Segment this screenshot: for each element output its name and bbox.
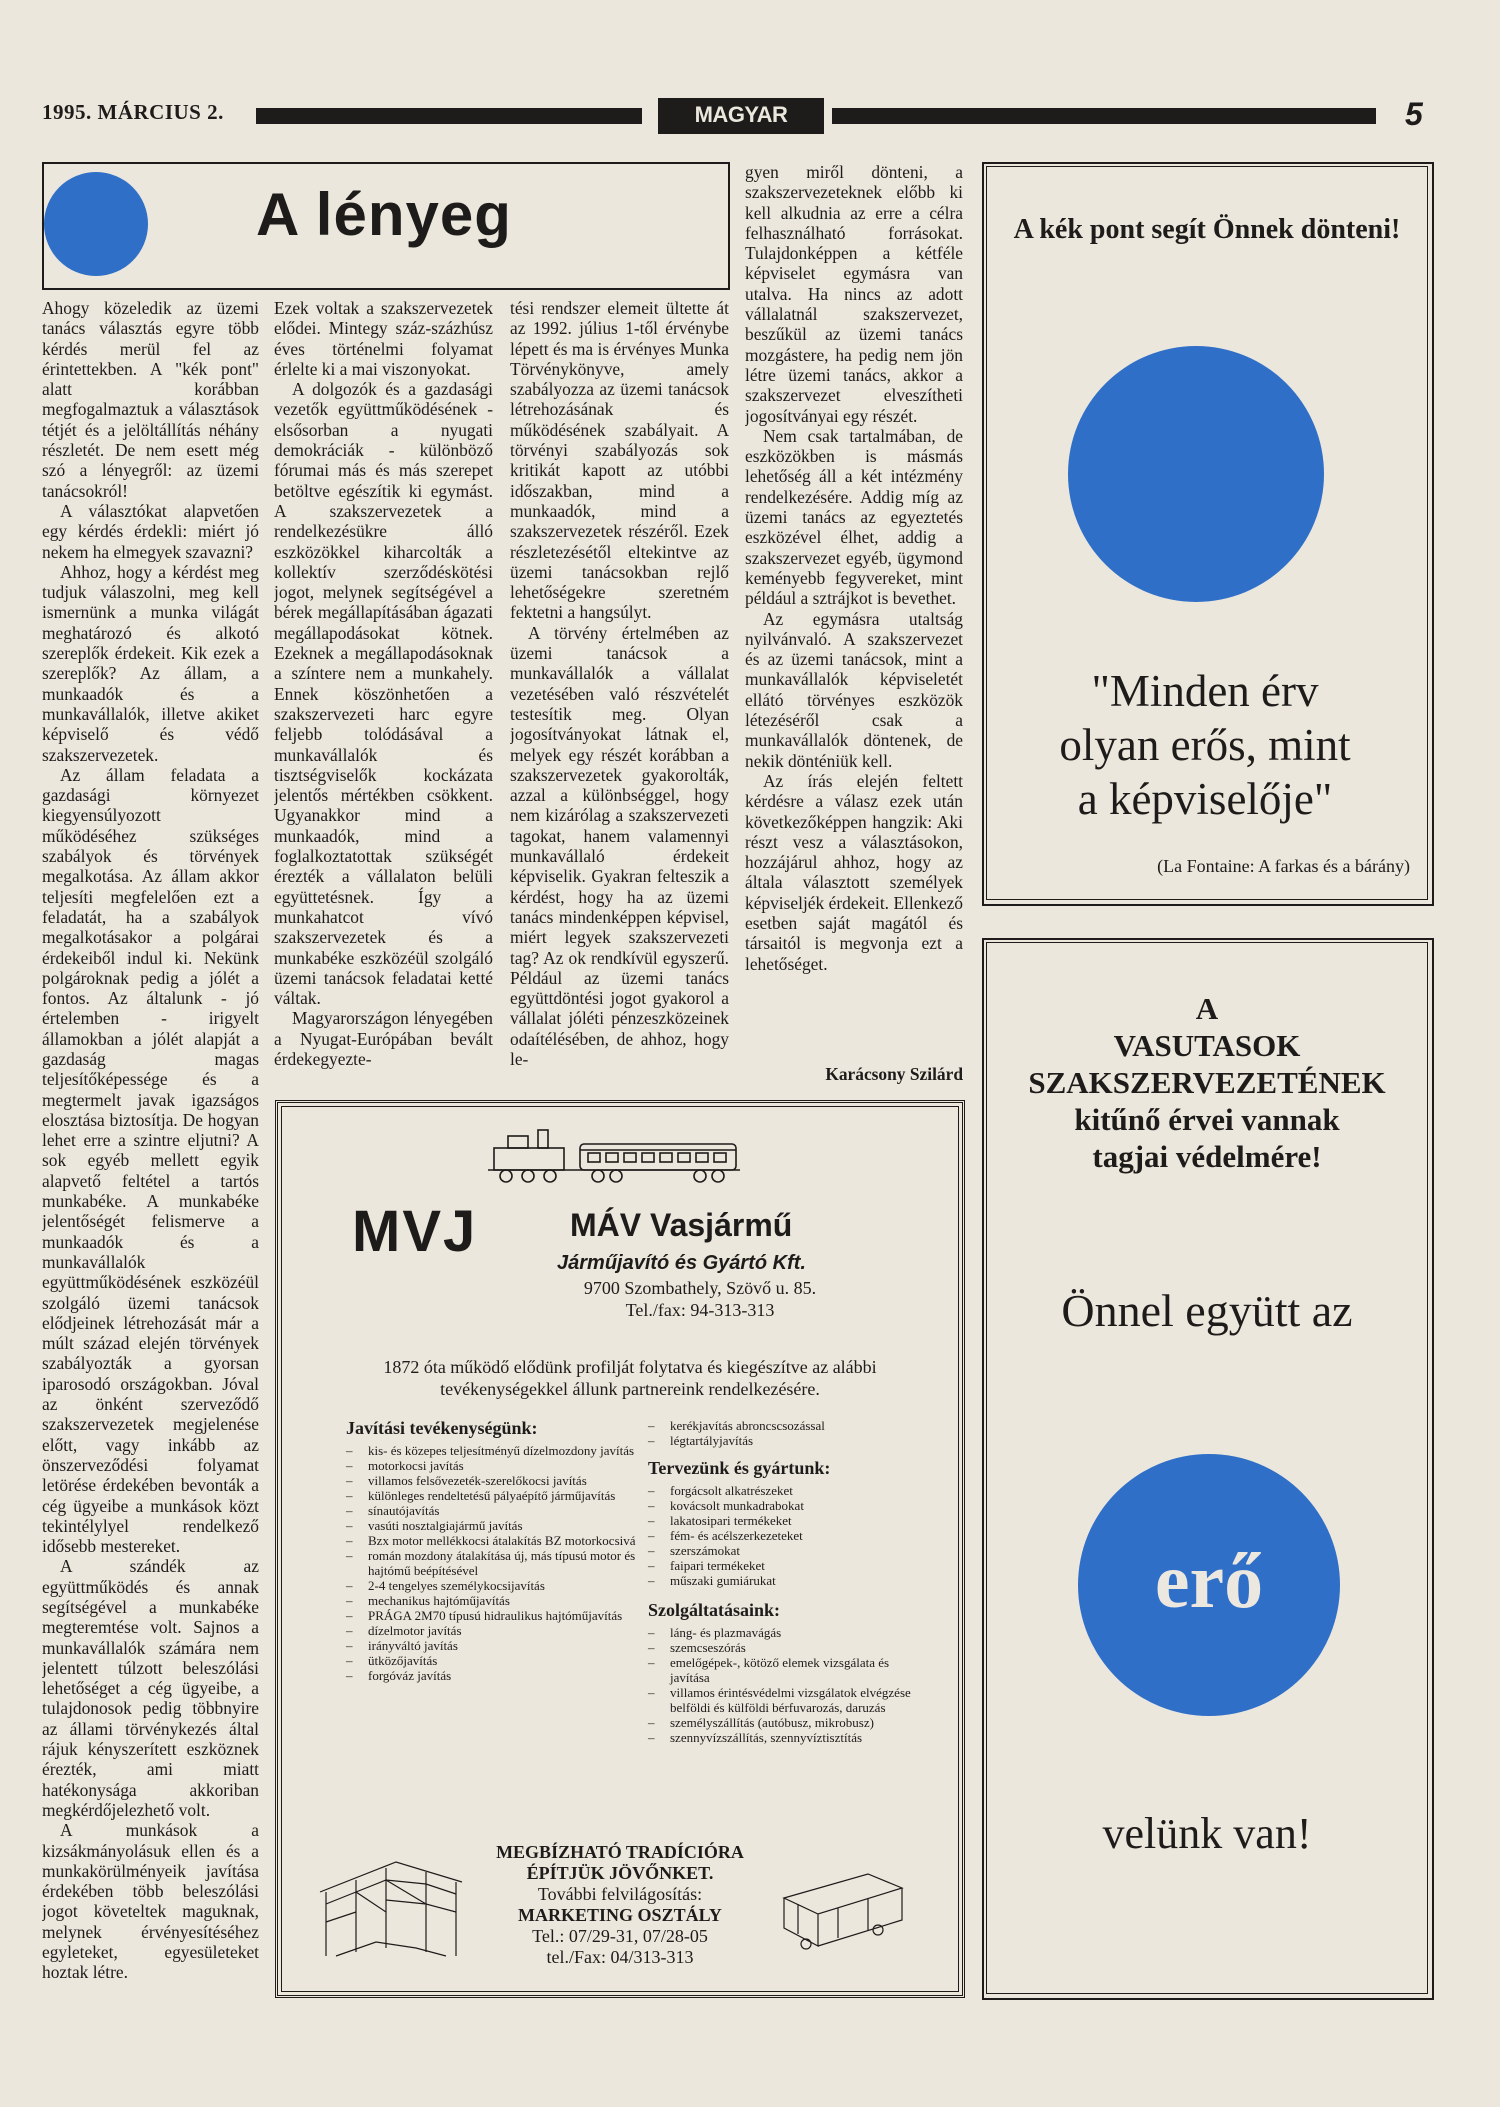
services-heading: Szolgáltatásaink:	[648, 1600, 781, 1620]
article-column-1	[42, 298, 259, 2002]
paragraph: A törvény értelmében az üzemi tanácsok a munkavállalók a vállalat vezetésében való részvételét testesítik meg. Olyan jogosítványokat látnak el, melyek egy részét korábban a szakszervezetek gyakorolták, azzal a különbséggel, hogy nem kizárólag a szakszervezeti tagokat, hanem valamennyi munkavállaló érdekeit képviselik. Gyakran felteszik a kérdést, hogy ha az üzemi tanács mindenképpen képvisel, miért legyek szakszervezeti tag? Az ok rendkívül egyszerű. Például az üzemi tanács együttdöntési jogot gyakorol a vállalat jóléti pénzeszközeinek odaítélésében, de ahhoz, hogy le-	[510, 622, 729, 1069]
more-info-label: További felvilágosítás:	[537, 1884, 703, 1904]
union-headline	[984, 990, 1430, 1175]
slogan: MEGBÍZHATÓ TRADÍCIÓRA ÉPÍTJÜK JÖVŐNKET.	[496, 1842, 744, 1883]
list-item: – mechanikus hajtóműjavítás	[346, 1593, 636, 1608]
paragraph: Az egymásra utaltság nyilvánvaló. A szakszervezet és az üzemi tanácsok, mint a munkavállalók képviseletét ellátó törvényes eszközök létezéséről csak a munkavállalók döntenek, de nekik dönténiük kell.	[745, 608, 963, 771]
list-item: – motorkocsi javítás	[346, 1458, 636, 1473]
list-item: – szerszámokat	[648, 1543, 926, 1558]
fax: tel./Fax: 04/313-313	[546, 1947, 694, 1967]
list-item: – Bzx motor mellékkocsi átalakítás BZ motorkocsivá	[346, 1533, 636, 1548]
repairs-section	[346, 1418, 636, 1683]
union-middle-text: Önnel együtt az	[1061, 1285, 1353, 1336]
paragraph: Magyarországon lényegében a Nyugat-Európában bevált érdekegyezte-	[274, 1008, 493, 1069]
list-item: – szennyvízszállítás, szennyvíztisztítás	[648, 1730, 926, 1745]
list-item: – műszaki gumiárukat	[648, 1573, 926, 1588]
quote-line: olyan erős, mint	[1059, 720, 1351, 770]
repairs-heading: Javítási tevékenységünk:	[346, 1418, 538, 1438]
page-number: 5	[1405, 96, 1423, 132]
dot-word: erő	[1154, 1537, 1264, 1624]
list-item: – forgácsolt alkatrészeket	[648, 1483, 926, 1498]
list-item: – sínautójavítás	[346, 1503, 636, 1518]
paragraph: Nem csak tartalmában, de eszközökben is másmás lehetőség áll a két intézmény rendelkezésére. Addig míg az üzemi tanács az egyeztetés eszközével élhet, addig a szakszervezet egyéb, ügymond keményebb fegyvereket, mint például a sztrájkot is bevethet.	[745, 425, 963, 609]
list-item: – PRÁGA 2M70 típusú hidraulikus hajtóműjavítás	[346, 1608, 636, 1623]
train-illustration	[488, 1128, 744, 1186]
company-address: 9700 Szombathely, Szövő u. 85.	[583, 1278, 817, 1298]
headline-line: SZAKSZERVEZETÉNEK	[1028, 1065, 1386, 1100]
list-item: – légtartályjavítás	[648, 1433, 926, 1448]
headline-line: tagjai védelmére!	[1092, 1139, 1322, 1174]
paragraph: Az írás elején feltett kérdésre a válasz ezek után következőképpen hangzik: Aki részt vesz a választásokon, hozzájárul ahhoz, hogy az általa választott személyek képviseljék érdekeit. Ellenkező esetben saját magától és társaitól is megvonja ezt a lehetőséget.	[745, 770, 963, 974]
blue-dot-icon	[1068, 346, 1324, 602]
services-section	[648, 1418, 926, 1745]
company-phone: Tel./fax: 94-313-313	[625, 1300, 775, 1320]
mvj-logo: MVJ	[352, 1199, 478, 1264]
list-item: – emelőgépek-, kötöző elemek vizsgálata és javítása	[648, 1655, 926, 1685]
header-rule-right	[832, 108, 1376, 124]
design-heading: Tervezünk és gyártunk:	[648, 1458, 831, 1478]
paragraph: A dolgozók és a gazdasági vezetők együttműködésének - elsősorban a nyugati demokráciák - különböző fórumai más és más szerepet betöltve egészítik ki egymást. A szakszervezetek a rendelkezésükre álló eszközökkel kiharcolták a kollektív szerződéskötési jogot, melynek segítségével a bérek megállapításában ágazati megállapodásokat kötnek. Ezeknek a megállapodásoknak a színtere nem a munkahely. Ennek köszönhetően a szakszervezeti harc egyre feljebb tolódásával a munkavállalók és tisztségviselők kockázata jelentős mértékben csökkent. Ugyanakkor mind a munkaadók, mind a foglalkoztatottak szükségét érezték a vállalaton belüli együttetésnek. Így a munkahatcot vívó szakszervezetek és a munkabéke eszközéül szolgáló üzemi tanácsok feladatai ketté váltak.	[274, 379, 493, 1009]
list-item: – villamos érintésvédelmi vizsgálatok elvégzése belföldi és külföldi bérfuvarozás, daruzás	[648, 1685, 926, 1715]
telephone: Tel.: 07/29-31, 07/28-05	[532, 1926, 708, 1946]
list-item: – láng- és plazmavágás	[648, 1625, 926, 1640]
author-signature: Karácsony Szilárd	[825, 1064, 963, 1084]
list-item: – személyszállítás (autóbusz, mikrobusz)	[648, 1715, 926, 1730]
blue-dot-icon	[44, 172, 148, 276]
list-item: – vasúti nosztalgiajármű javítás	[346, 1518, 636, 1533]
list-item: – 2-4 tengelyes személykocsijavítás	[346, 1578, 636, 1593]
list-item: – villamos felsővezeték-szerelőkocsi javítás	[346, 1473, 636, 1488]
masthead: MAGYAR VASUTAS	[658, 98, 824, 134]
company-subtitle: Járműjavító és Gyártó Kft.	[557, 1252, 806, 1274]
union-bottom-text: velünk van!	[1102, 1809, 1312, 1858]
headline-line: kitűnő érvei vannak	[1074, 1102, 1340, 1137]
company-name: MÁV Vasjármű	[570, 1207, 793, 1243]
list-item: – fém- és acélszerkezeteket	[648, 1528, 926, 1543]
ad-footer	[460, 1842, 780, 1968]
article-column-4	[745, 162, 963, 1092]
paragraph: A munkások a kizsákmányolásuk ellen és a munkakörülményeik javítása érdekében több beleszólási jogot követeltek maguknak, melynek érvényesítéséhez egyleteket, egyesületeket hoztak létre.	[42, 1820, 259, 1983]
quote-line: a képviselője"	[1077, 774, 1333, 824]
list-item: – szemcseszórás	[648, 1640, 926, 1655]
workshop-illustration	[316, 1852, 466, 1960]
paragraph: A szándék az együttműködés és annak segítségével a munkabéke megteremtése volt. Sajnos a munkavállalók számára nem jelentett túlzott beleszólási lehetőséget a cég ügyeibe, a tulajdonosok pedig többnyire az állami törvénykezés által rájuk kényszerített eszköznek érezték, ami miatt hatékonysága akkoriban megkérdőjelezhető volt.	[42, 1556, 259, 1820]
list-item: – forgóváz javítás	[346, 1668, 636, 1683]
article-title: A lényeg	[256, 181, 512, 248]
wagon-illustration	[778, 1868, 908, 1952]
list-item: – irányváltó javítás	[346, 1638, 636, 1653]
paragraph: tési rendszer elemeit ültette át az 1992. július 1-től érvénybe lépett és ma is érvényes Munka Törvénykönyve, amely szabályozza az üzemi tanácsok létrehozásának és működésének szabályait. A törvényi szabályozás sok kritikát kapott az utóbbi időszakban, mind a munkaadók, mind a szakszervezetek részéről. Ezek részletezésétől eltekintve az üzemi tanácsokban rejlő lehetőségekre szeretném fektetni a hangsúlyt.	[510, 298, 729, 623]
issue-date: 1995. MÁRCIUS 2.	[42, 100, 224, 124]
quote-line: "Minden érv	[1091, 666, 1319, 716]
headline-line: VASUTASOK	[1113, 1028, 1301, 1063]
paragraph: gyen miről dönteni, a szakszervezeteknek előbb ki kell alkudnia az erre a célra felhasználható forrásokat. Tulajdonképpen a kétféle képviselet egymásra van utalva. Ha nincs az adott vállalatnál szakszervezet, beszűkül az üzemi tanács mozgástere, ha pedig nem jön létre üzemi tanács, akkor a szakszervezet elveszítheti jogosítványai egy részét.	[745, 162, 963, 426]
paragraph: A választókat alapvetően egy kérdés érdekli: miért jó nekem ha elmegyek szavazni?	[42, 500, 259, 562]
list-item: – kerékjavítás abroncscsozással	[648, 1418, 926, 1433]
list-item: – kovácsolt munkadrabokat	[648, 1498, 926, 1513]
list-item: – ütközőjavítás	[346, 1653, 636, 1668]
list-item: – faipari termékeket	[648, 1558, 926, 1573]
quote-source: (La Fontaine: A farkas és a bárány)	[1157, 856, 1410, 876]
headline-line: A	[1195, 991, 1219, 1026]
list-item: – dízelmotor javítás	[346, 1623, 636, 1638]
list-item: – román mozdony átalakítása új, más típusú motor és hajtómű beépítésével	[346, 1548, 636, 1578]
ad-intro: 1872 óta működő elődünk profilját folytatva és kiegészítve az alábbi tevékenységekkel állunk partnereink rendelkezésére.	[383, 1357, 877, 1399]
paragraph: Ezek voltak a szakszervezetek elődei. Mintegy száz-százhúsz éves történelmi folyamat érlelte ki a mai viszonyokat.	[274, 298, 493, 379]
repairs-list	[346, 1443, 636, 1683]
paragraph: Ahogy közeledik az üzemi tanács választás egyre több kérdés merül fel az érintettekben. A "kék pont" alatt korábban megfogalmaztuk a választások tétjét és a jelöltállítás néhány részletét. De nem esett még szó a lényegről: az üzemi tanácsokról!	[42, 298, 259, 501]
article-column-2	[274, 298, 493, 1092]
paragraph: Az állam feladata a gazdasági környezet kiegyensúlyozott működéséhez szükséges szabályok és törvények megalkotása. Az állam akkor teljesíti megfelelően ezt a feladatát, ha a szabályok megalkotásakor a polgárai érdekeiből indul ki. Nekünk polgároknak pedig a jólét a fontos. Az általunk - jó értelemben - irigyelt államokban a jólét alapját a gazdaság magas teljesítőképessége és a megtermelt javak igazságos elosztása biztosítja. De hogyan lehet erre a szintre eljutni? A sok egyéb mellett egyik alapvető feltétel a tartós munkabéke. A munkabéke jelentőségét felismerve a munkaadók és a munkavállalók együttműködésének eszközéül szolgáló üzemi tanácsok elődjeinek létrehozását már a múlt század elején törvények szabályozták a gyorsan iparosodó országokban. Jóval az önként szerveződő szakszervezetek megjelenése előtt, vagy inkább az önszerveződési folyamat letörése érdekében bevonták a cég ügyeibe a munkások közt tekintélylyel rendelkező idősebb mestereket.	[42, 764, 259, 1557]
repairs-extra-list	[648, 1418, 926, 1448]
paragraph: Ahhoz, hogy a kérdést meg tudjuk válaszolni, meg kell ismernünk a munka világát meghatározó és alkotó szereplők érdekeit. Kik ezek a szereplők? Az állam, a munkaadók és a munkavállalók, illetve akiket képviselő és védő szakszervezetek.	[42, 561, 259, 765]
company-contact	[560, 1277, 840, 1321]
services-list	[648, 1625, 926, 1745]
department: MARKETING OSZTÁLY	[518, 1905, 722, 1925]
article-column-3	[510, 298, 729, 1092]
header-rule-left	[256, 108, 642, 124]
list-item: – kis- és közepes teljesítményű dízelmozdony javítás	[346, 1443, 636, 1458]
quote	[990, 664, 1420, 826]
list-item: – lakatosipari termékeket	[648, 1513, 926, 1528]
list-item: – különleges rendeltetésű pályaépítő járműjavítás	[346, 1488, 636, 1503]
design-list	[648, 1483, 926, 1588]
ad-headline: A kék pont segít Önnek dönteni!	[1013, 214, 1401, 245]
